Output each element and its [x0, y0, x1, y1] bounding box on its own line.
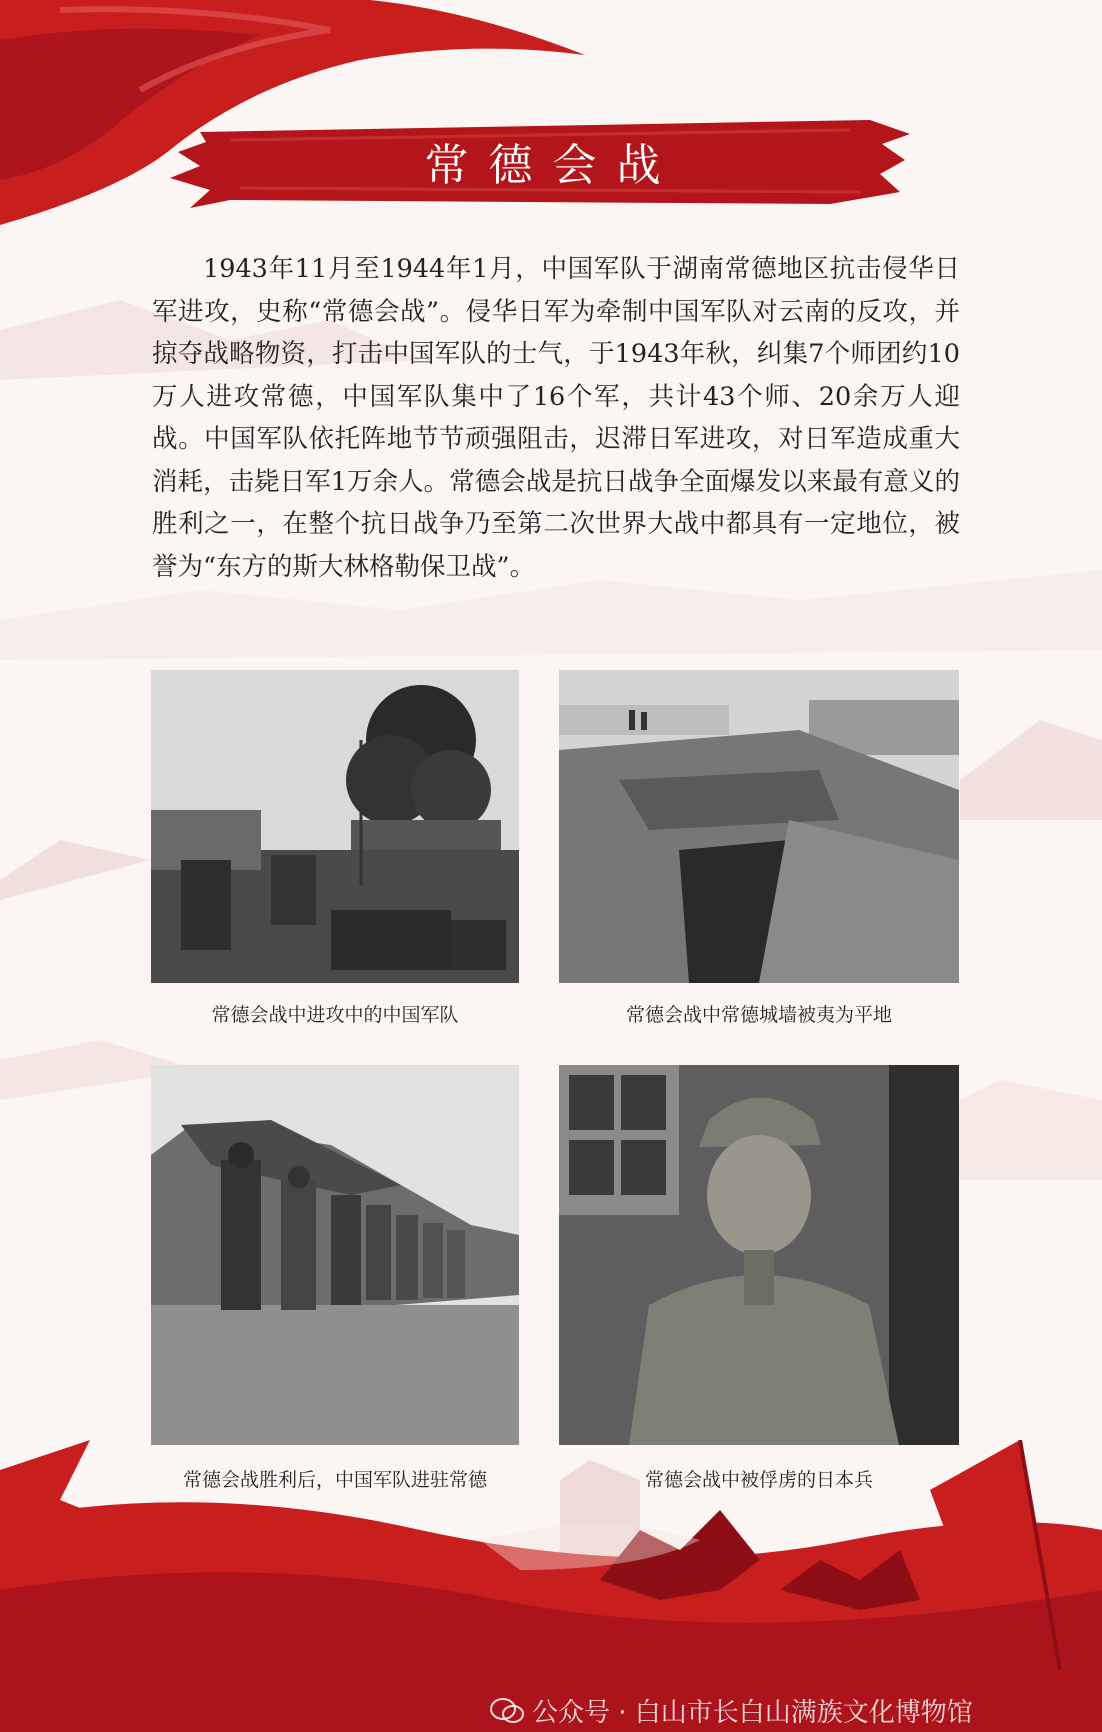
watermark: [490, 1692, 973, 1729]
photo-caption: 常德会战中进攻中的中国军队: [211, 1004, 459, 1026]
watermark-text: 公众号 · 白山市长白山满族文化博物馆: [532, 1698, 973, 1728]
photo-attacking-troops: [151, 670, 519, 983]
photo-destroyed-city-wall: [559, 670, 959, 983]
page-title: 常德会战: [424, 140, 681, 191]
wechat-icon: [490, 1698, 524, 1724]
intro-paragraph: 1943年11月至1944年1月，中国军队于湖南常德地区抗击侵华日军进攻，史称“常德会战”。侵华日军为牵制中国军队对云南的反攻，并掠夺战略物资，打击中国军队的士气，于1943年秋，纠集7个师团约10万人进攻常德，中国军队集中了16个军，共计43个师、20余万人迎战。中国军队依托阵地节节顽强阻击，迟滞日军进攻，对日军造成重大消耗，击毙日军1万余人。常德会战是抗日战争全面爆发以来最有意义的胜利之一，在整个抗日战争乃至第二次世界大战中都具有一定地位，被誉为“东方的斯大林格勒保卫战”。: [152, 254, 960, 582]
photo-troops-entering-changde: [151, 1065, 519, 1445]
photo-caption: 常德会战中常德城墙被夷为平地: [625, 1004, 892, 1026]
photo-caption: 常德会战胜利后，中国军队进驻常德: [182, 1469, 487, 1491]
photo-caption: 常德会战中被俘虏的日本兵: [644, 1469, 873, 1491]
photo-captured-japanese-soldier: [559, 1065, 959, 1445]
